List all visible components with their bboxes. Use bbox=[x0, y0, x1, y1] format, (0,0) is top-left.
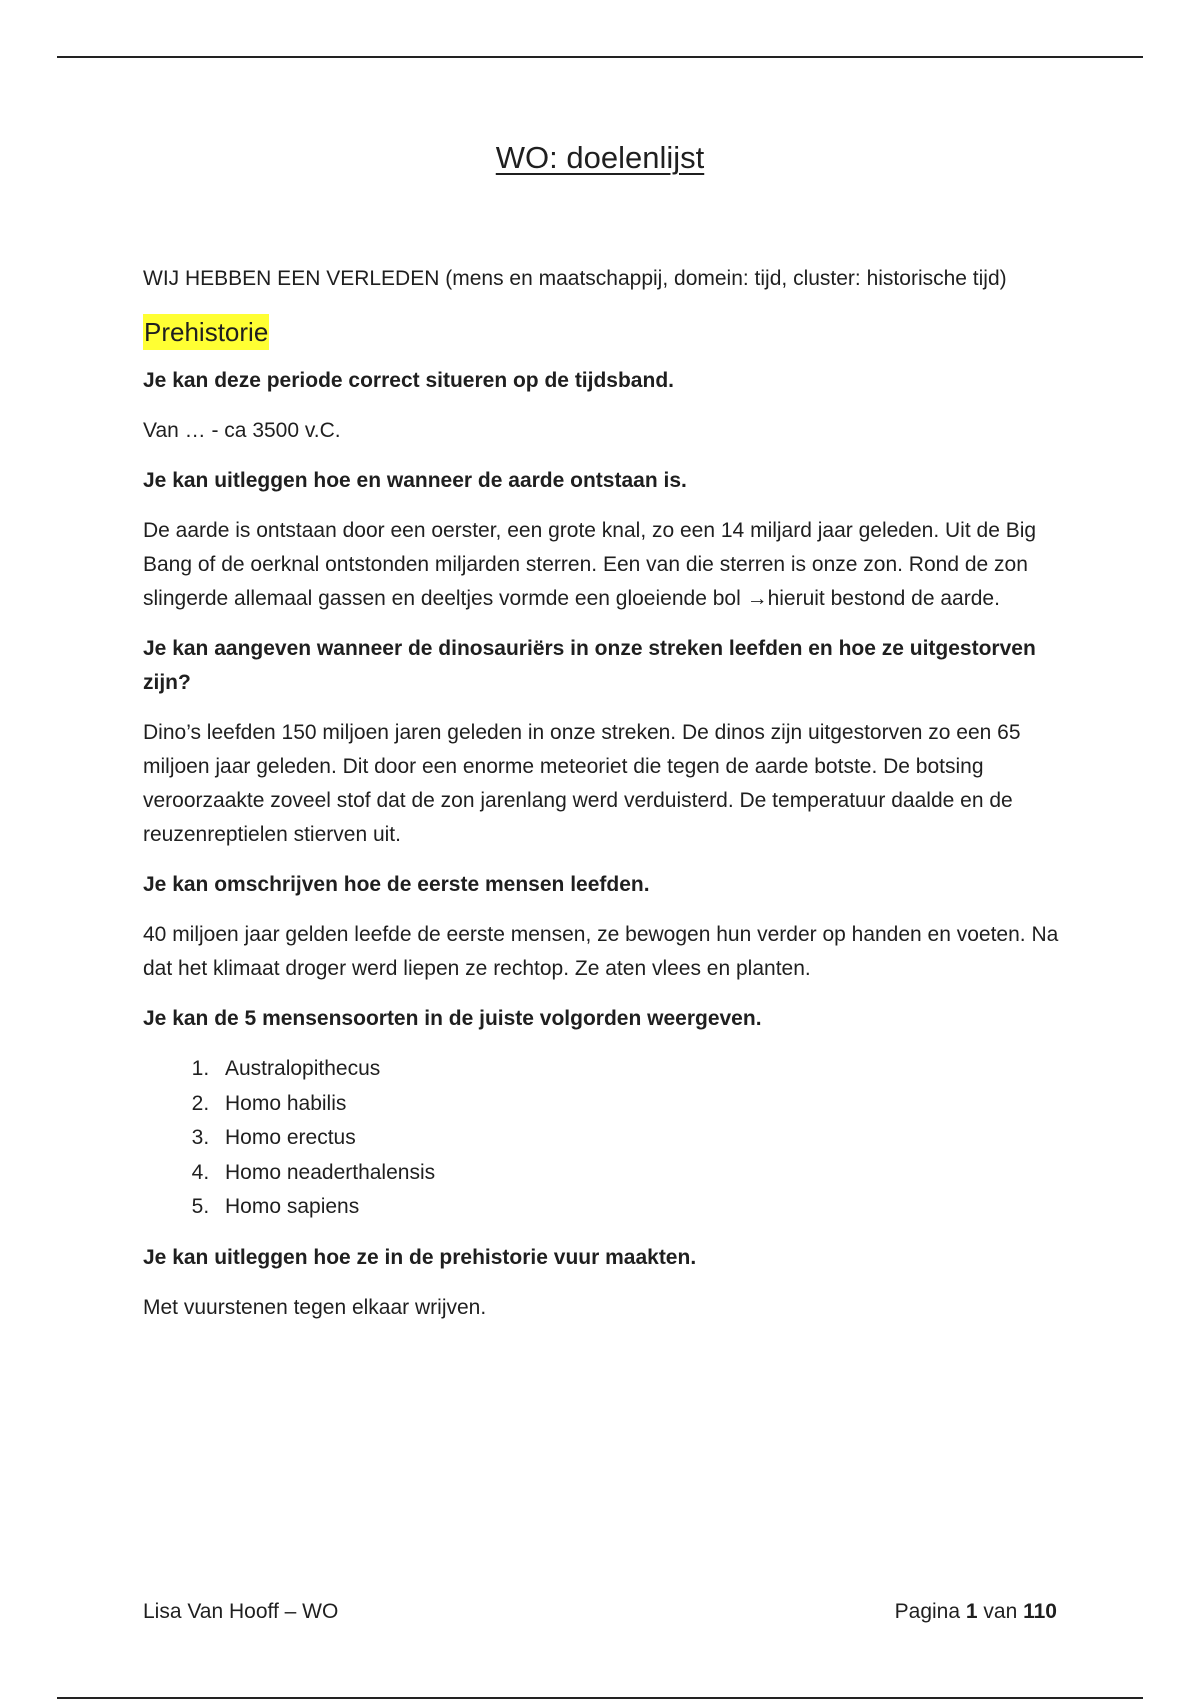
species-goal-text: Je kan de 5 mensensoorten in de juiste volgorden weergeven. bbox=[143, 1007, 762, 1030]
list-item: 3. Homo erectus bbox=[215, 1121, 1063, 1156]
goal-text: Je kan omschrijven hoe de eerste mensen leefden. bbox=[143, 873, 650, 896]
list-item: 1. Australopithecus bbox=[215, 1052, 1063, 1087]
header-rule bbox=[57, 56, 1143, 58]
list-item: 5. Homo sapiens bbox=[215, 1190, 1063, 1225]
answer-text: 40 miljoen jaar gelden leefde de eerste mensen, ze bewogen hun verder op handen en voeten. Na dat het klimaat droger werd liepen ze rechtop. Ze aten vlees en planten. bbox=[143, 923, 1059, 980]
intro-text: WIJ HEBBEN EEN VERLEDEN (mens en maatschappij, domein: tijd, cluster: historische tijd) bbox=[143, 267, 1007, 290]
answer-text: Dino’s leefden 150 miljoen jaren geleden in onze streken. De dinos zijn uitgestorven zo een 65 miljoen jaar geleden. Dit door een enorme meteoriet die tegen de aarde botste. De botsing veroorzaakte zoveel stof dat de zon jarenlang werd verduisterd. De temperatuur daalde en de reuzenreptielen stierven uit. bbox=[143, 721, 1021, 846]
goal-text: Je kan deze periode correct situeren op de tijdsband. bbox=[143, 369, 674, 392]
list-item: 4. Homo neaderthalensis bbox=[215, 1156, 1063, 1191]
section-heading: Prehistorie bbox=[143, 314, 269, 350]
footer-rule bbox=[57, 1697, 1143, 1699]
fire-answer-text: Met vuurstenen tegen elkaar wrijven. bbox=[143, 1295, 487, 1319]
section-heading-wrapper bbox=[143, 314, 1063, 364]
answer-text: Van … - ca 3500 v.C. bbox=[143, 419, 341, 442]
fire-goal-text: Je kan uitleggen hoe ze in de prehistorie vuur maakten. bbox=[143, 1245, 697, 1269]
document-title: WO: doelenlijst bbox=[495, 140, 705, 175]
list-item: 2. Homo habilis bbox=[215, 1087, 1063, 1122]
answer-text: De aarde is ontstaan door een oerster, een grote knal, zo een 14 miljard jaar geleden. Uit de Big Bang of de oerknal ontstonden miljarden sterren. Een van die sterren is onze zon. Rond de zon slingerde allemaal gassen en deeltjes vormde een gloeiende bol →hieruit bestond de aarde. bbox=[143, 519, 1037, 610]
page-total: 110 bbox=[1023, 1600, 1057, 1623]
page-label: Pagina bbox=[894, 1600, 961, 1623]
document-body bbox=[143, 262, 1063, 1341]
goal-text: Je kan uitleggen hoe en wanneer de aarde ontstaan is. bbox=[143, 469, 687, 492]
footer-author: Lisa Van Hooff – WO bbox=[143, 1600, 339, 1623]
page-of-label: van bbox=[983, 1600, 1018, 1623]
footer-page-number bbox=[895, 1600, 1057, 1624]
page-current: 1 bbox=[965, 1600, 978, 1623]
species-list bbox=[143, 1052, 1063, 1225]
goal-text: Je kan aangeven wanneer de dinosauriërs in onze streken leefden en hoe ze uitgestorven zijn? bbox=[143, 637, 1036, 694]
